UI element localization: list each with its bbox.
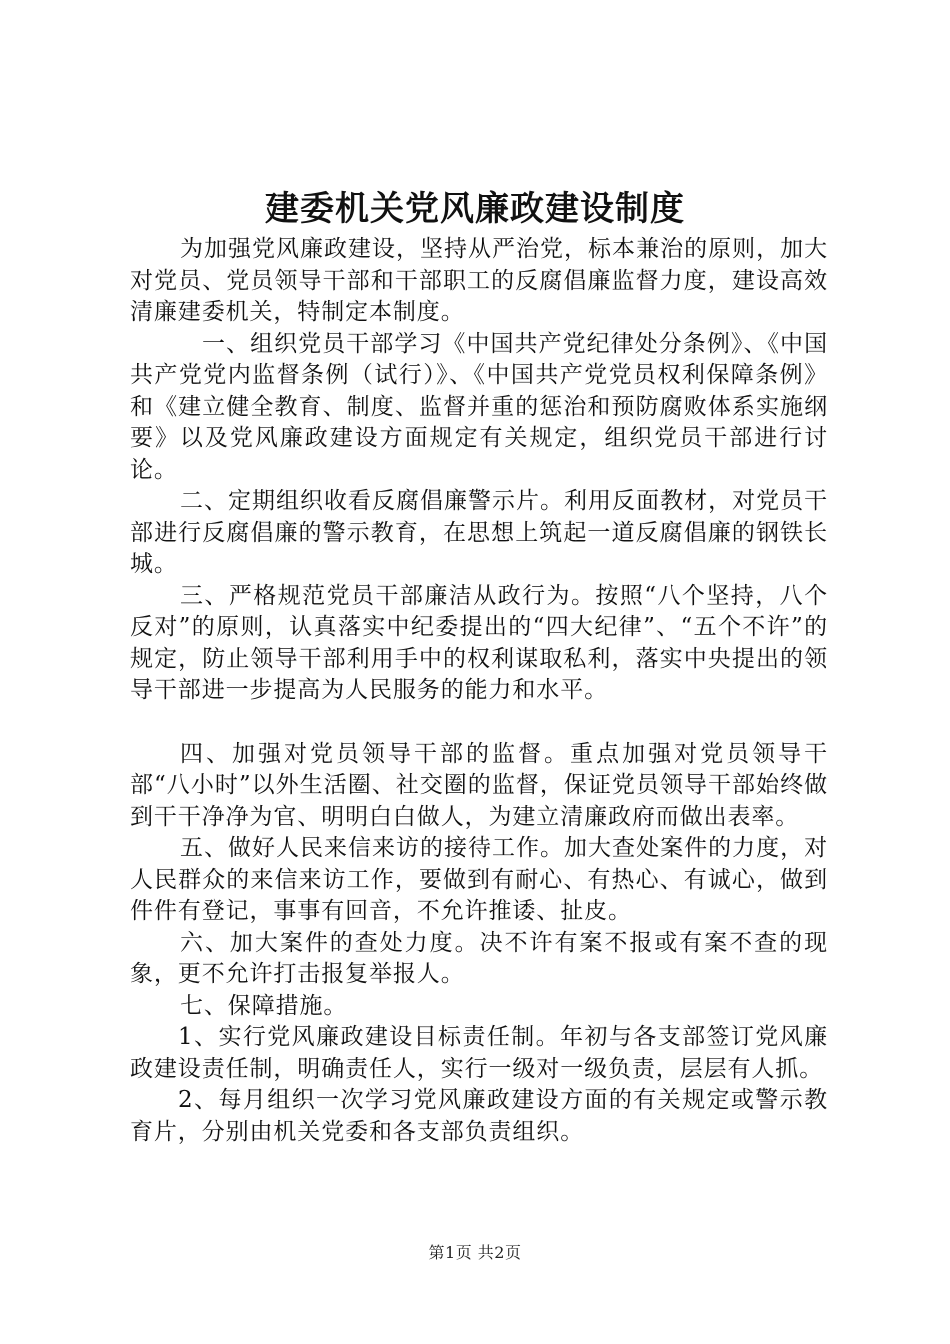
measure-2-paragraph: 2、每月组织一次学习党风廉政建设方面的有关规定或警示教育片，分别由机关党委和各支部负责组织。 xyxy=(130,1087,828,1145)
document-title: 建委机关党风廉政建设制度 xyxy=(265,189,685,229)
section-3-paragraph: 三、严格规范党员干部廉洁从政行为。按照“八个坚持，八个反对”的原则，认真落实中纪委提出的“四大纪律”、“五个不许”的规定，防止领导干部利用手中的权利谋取私利，落实中央提出的领导干部进一步提高为人民服务的能力和水平。 xyxy=(130,582,828,703)
section-2-paragraph: 二、定期组织收看反腐倡廉警示片。利用反面教材，对党员干部进行反腐倡廉的警示教育，在思想上筑起一道反腐倡廉的钢铁长城。 xyxy=(130,488,828,577)
measure-1-paragraph: 1、实行党风廉政建设目标责任制。年初与各支部签订党风廉政建设责任制，明确责任人，实行一级对一级负责，层层有人抓。 xyxy=(130,1024,828,1082)
document-body xyxy=(130,234,828,1148)
section-7-heading: 七、保障措施。 xyxy=(180,992,348,1019)
section-1-paragraph: 一、组织党员干部学习《中国共产党纪律处分条例》、《中国共产党党内监督条例（试行）》、《中国共产党党员权利保障条例》和《建立健全教育、制度、监督并重的惩治和预防腐败体系实施纲要》以及党风廉政建设方面规定有关规定，组织党员干部进行讨论。 xyxy=(130,330,828,483)
section-4-paragraph: 四、加强对党员领导干部的监督。重点加强对党员领导干部“八小时”以外生活圈、社交圈的监督，保证党员领导干部始终做到干干净净为官、明明白白做人，为建立清廉政府而做出表率。 xyxy=(130,740,828,830)
intro-paragraph: 为加强党风廉政建设，坚持从严治党，标本兼治的原则，加大对党员、党员领导干部和干部职工的反腐倡廉监督力度，建设高效清廉建委机关，特制定本制度。 xyxy=(130,236,828,325)
section-5-paragraph: 五、做好人民来信来访的接待工作。加大查处案件的力度，对人民群众的来信来访工作，要做到有耐心、有热心、有诚心，做到件件有登记，事事有回音，不允许推诿、扯皮。 xyxy=(130,835,828,924)
section-6-paragraph: 六、加大案件的查处力度。决不许有案不报或有案不查的现象，更不允许打击报复举报人。 xyxy=(130,929,828,987)
page-footer: 第1页 共2页 xyxy=(428,1243,522,1262)
